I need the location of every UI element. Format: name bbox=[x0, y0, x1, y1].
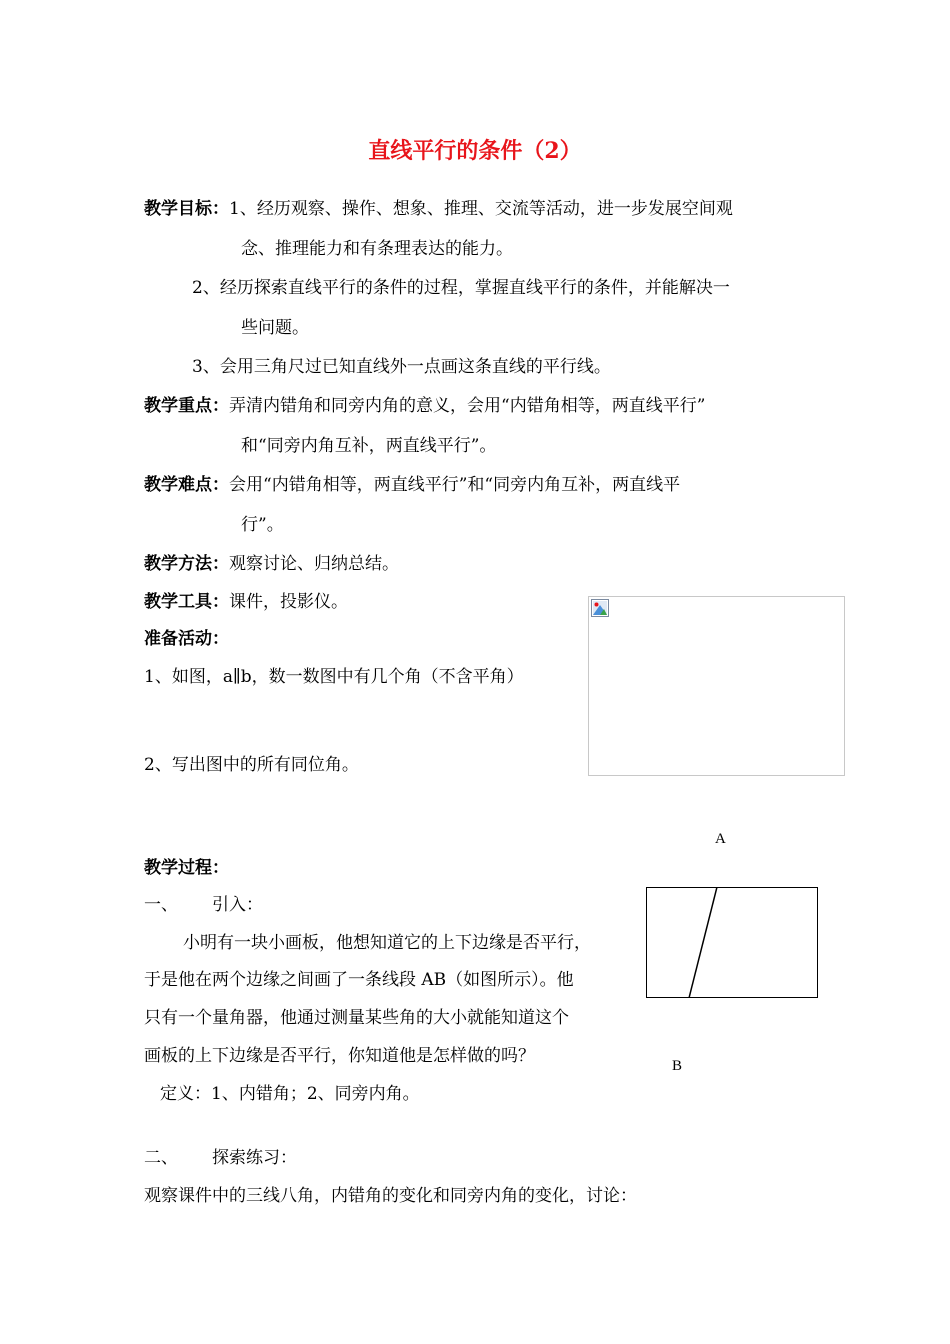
section-2-title: 探索练习： bbox=[212, 1148, 297, 1168]
missing-image-placeholder bbox=[588, 596, 845, 776]
objective-2-continued: 些问题。 bbox=[241, 318, 309, 338]
tools-label: 教学工具： bbox=[144, 592, 229, 612]
intro-paragraph-line2: 于是他在两个边缘之间画了一条线段 AB（如图所示）。他 bbox=[144, 970, 574, 990]
section-2-text: 观察课件中的三线八角，内错角的变化和同旁内角的变化，讨论： bbox=[144, 1186, 637, 1206]
difficulties-label: 教学难点： bbox=[144, 475, 229, 495]
intro-paragraph-line4: 画板的上下边缘是否平行，你知道他是怎样做的吗？ bbox=[144, 1046, 535, 1066]
prep-question-2: 2、写出图中的所有同位角。 bbox=[144, 755, 359, 775]
method-text: 观察讨论、归纳总结。 bbox=[229, 554, 399, 574]
definition-line: 定义：1、内错角；2、同旁内角。 bbox=[160, 1084, 420, 1104]
objectives-line1 bbox=[144, 194, 733, 219]
section-1-heading bbox=[144, 890, 263, 915]
section-1-number: 一、 bbox=[144, 895, 178, 915]
document-title: 直线平行的条件（2） bbox=[368, 138, 582, 164]
method-label: 教学方法： bbox=[144, 554, 229, 574]
key-points-line2: 和“同旁内角互补，两直线平行”。 bbox=[241, 436, 497, 456]
section-2-heading bbox=[144, 1143, 297, 1168]
objective-2: 2、经历探索直线平行的条件的过程，掌握直线平行的条件，并能解决一 bbox=[192, 278, 730, 298]
difficulties-line2: 行”。 bbox=[241, 515, 284, 535]
objectives-label: 教学目标： bbox=[144, 199, 229, 219]
point-b-label: B bbox=[672, 1058, 683, 1074]
difficulties-line1 bbox=[144, 470, 680, 495]
key-points-line1 bbox=[144, 391, 705, 416]
process-label: 教学过程： bbox=[144, 858, 229, 878]
key-points-label: 教学重点： bbox=[144, 396, 229, 416]
section-2-number: 二、 bbox=[144, 1148, 178, 1168]
method-line bbox=[144, 549, 399, 574]
intro-paragraph-line3: 只有一个量角器，他通过测量某些角的大小就能知道这个 bbox=[144, 1008, 569, 1028]
prep-label: 准备活动： bbox=[144, 629, 229, 649]
section-1-title: 引入： bbox=[212, 895, 263, 915]
objective-3: 3、会用三角尺过已知直线外一点画这条直线的平行线。 bbox=[192, 357, 611, 377]
difficulties-text: 会用“内错角相等，两直线平行”和“同旁内角互补，两直线平 bbox=[229, 475, 681, 495]
objective-1-continued: 念、推理能力和有条理表达的能力。 bbox=[241, 239, 513, 259]
objective-1: 1、经历观察、操作、想象、推理、交流等活动，进一步发展空间观 bbox=[229, 199, 733, 219]
segment-ab bbox=[646, 887, 818, 998]
tools-line bbox=[144, 587, 348, 612]
prep-question-1: 1、如图，a∥b，数一数图中有几个角（不含平角） bbox=[144, 667, 524, 687]
key-points-text: 弄清内错角和同旁内角的意义，会用“内错角相等，两直线平行” bbox=[229, 396, 706, 416]
intro-paragraph-line1: 小明有一块小画板，他想知道它的上下边缘是否平行， bbox=[183, 933, 591, 953]
broken-image-icon bbox=[591, 599, 609, 617]
tools-text: 课件，投影仪。 bbox=[229, 592, 348, 612]
point-a-label: A bbox=[715, 831, 726, 847]
